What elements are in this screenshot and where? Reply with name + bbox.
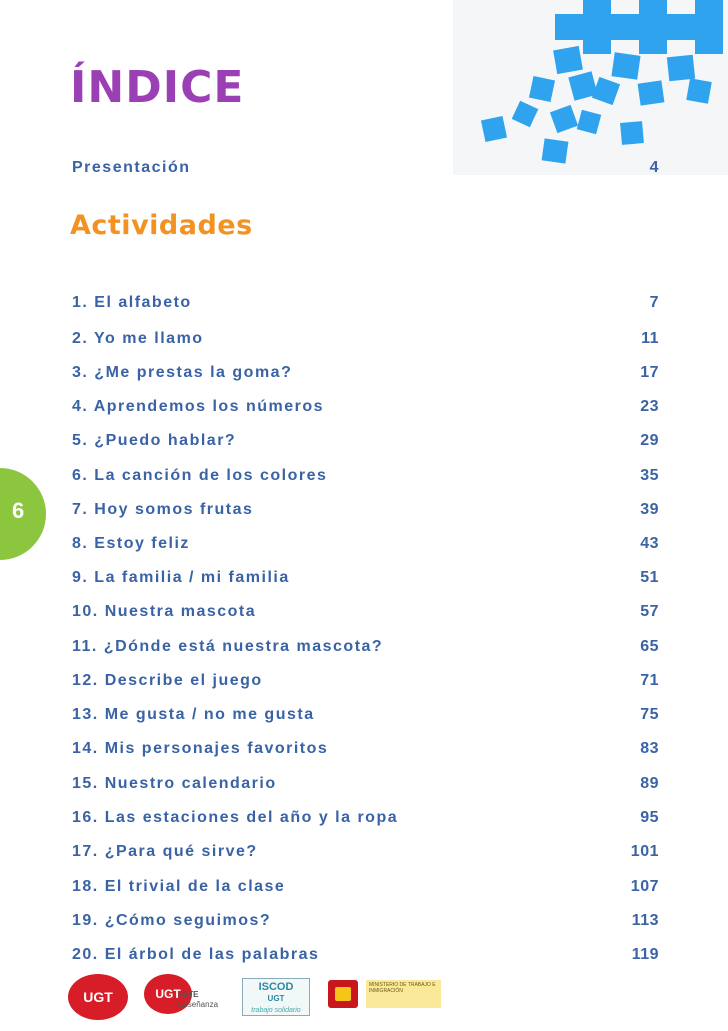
toc-entry-page: 51 <box>640 569 659 586</box>
fete-label <box>178 990 218 1010</box>
toc-entry-label: 13. Me gusta / no me gusta <box>72 706 315 723</box>
toc-entry-page: 35 <box>640 467 659 484</box>
toc-entry-label: 10. Nuestra mascota <box>72 603 257 620</box>
decorative-squares <box>453 0 728 175</box>
toc-entry[interactable] <box>72 909 659 933</box>
toc-entry-page: 29 <box>640 432 659 449</box>
toc-entry-page: 119 <box>631 946 659 963</box>
toc-entry[interactable] <box>72 395 659 419</box>
toc-entry[interactable] <box>72 600 659 624</box>
toc-entry[interactable] <box>72 429 659 453</box>
toc-entry-presentation[interactable] <box>72 156 659 180</box>
toc-entry-label: 16. Las estaciones del año y la ropa <box>72 809 399 826</box>
toc-entry-page: 11 <box>641 330 659 347</box>
toc-entry-label: 11. ¿Dónde está nuestra mascota? <box>72 638 384 655</box>
toc-entry-page: 43 <box>640 535 659 552</box>
toc-entry-label: 4. Aprendemos los números <box>72 398 325 415</box>
toc-entry-page: 71 <box>640 672 659 689</box>
page-number: 6 <box>12 498 25 523</box>
sponsor-logos <box>66 972 456 1022</box>
ministry-logo: MINISTERIO DE TRABAJO E INMIGRACIÓN <box>366 980 441 1008</box>
toc-entry-label: 7. Hoy somos frutas <box>72 501 254 518</box>
toc-entry-label: 6. La canción de los colores <box>72 467 328 484</box>
toc-entry-page: 4 <box>649 159 659 176</box>
toc-entry[interactable] <box>72 464 659 488</box>
toc-entry-label: 18. El trivial de la clase <box>72 878 286 895</box>
ugt-logo: UGT <box>68 974 128 1020</box>
toc-entry-page: 23 <box>640 398 659 415</box>
toc-entry-page: 7 <box>649 294 659 311</box>
toc-entry-page: 95 <box>640 809 659 826</box>
toc-entry-page: 17 <box>640 364 659 381</box>
toc-entry[interactable] <box>72 772 659 796</box>
section-title: Actividades <box>70 210 253 241</box>
toc-entry-page: 75 <box>640 706 659 723</box>
toc-entry-label: Presentación <box>72 159 191 176</box>
toc-entry-label: 20. El árbol de las palabras <box>72 946 320 963</box>
toc-entry-page: 113 <box>631 912 659 929</box>
toc-entry[interactable] <box>72 737 659 761</box>
toc-entry[interactable] <box>72 532 659 556</box>
toc-entry-label: 14. Mis personajes favoritos <box>72 740 329 757</box>
toc-entry[interactable] <box>72 703 659 727</box>
toc-entry-page: 57 <box>640 603 659 620</box>
toc-entry-page: 83 <box>640 740 659 757</box>
toc-entry[interactable] <box>72 327 659 351</box>
page-title: ÍNDICE <box>70 62 245 113</box>
toc-entry-page: 39 <box>640 501 659 518</box>
toc-entry[interactable] <box>72 291 659 315</box>
coat-of-arms-icon <box>328 980 358 1008</box>
ugt-fete-logo: UGT <box>144 974 192 1014</box>
toc-entry-page: 101 <box>630 843 659 860</box>
fete-subtext: Enseñanza <box>178 1000 219 1009</box>
toc-entry[interactable] <box>72 943 659 967</box>
toc-entry-page: 65 <box>640 638 659 655</box>
toc-entry-page: 89 <box>640 775 659 792</box>
toc-entry[interactable] <box>72 361 659 385</box>
iscod-logo <box>242 978 310 1016</box>
toc-entry-label: 3. ¿Me prestas la goma? <box>72 364 293 381</box>
toc-entry-label: 2. Yo me llamo <box>72 330 204 347</box>
iscod-subtext: trabajo solidario <box>251 1007 301 1014</box>
toc-entry-label: 19. ¿Cómo seguimos? <box>72 912 272 929</box>
toc-entry[interactable] <box>72 840 659 864</box>
toc-entry-page: 107 <box>630 878 659 895</box>
fete-text: FETE <box>178 990 199 999</box>
toc-entry[interactable] <box>72 669 659 693</box>
toc-entry[interactable] <box>72 635 659 659</box>
iscod-ugt-text: UGT <box>267 994 285 1003</box>
toc-entry[interactable] <box>72 498 659 522</box>
toc-entry[interactable] <box>72 806 659 830</box>
toc-entry-label: 1. El alfabeto <box>72 294 192 311</box>
toc-entry-label: 12. Describe el juego <box>72 672 263 689</box>
iscod-text: ISCOD <box>258 981 294 993</box>
toc-entry[interactable] <box>72 875 659 899</box>
toc-entry-label: 15. Nuestro calendario <box>72 775 277 792</box>
toc-entry-label: 17. ¿Para qué sirve? <box>72 843 258 860</box>
toc-entry-label: 9. La familia / mi familia <box>72 569 290 586</box>
toc-entry[interactable] <box>72 566 659 590</box>
toc-entry-label: 8. Estoy feliz <box>72 535 190 552</box>
toc-entry-label: 5. ¿Puedo hablar? <box>72 432 237 449</box>
